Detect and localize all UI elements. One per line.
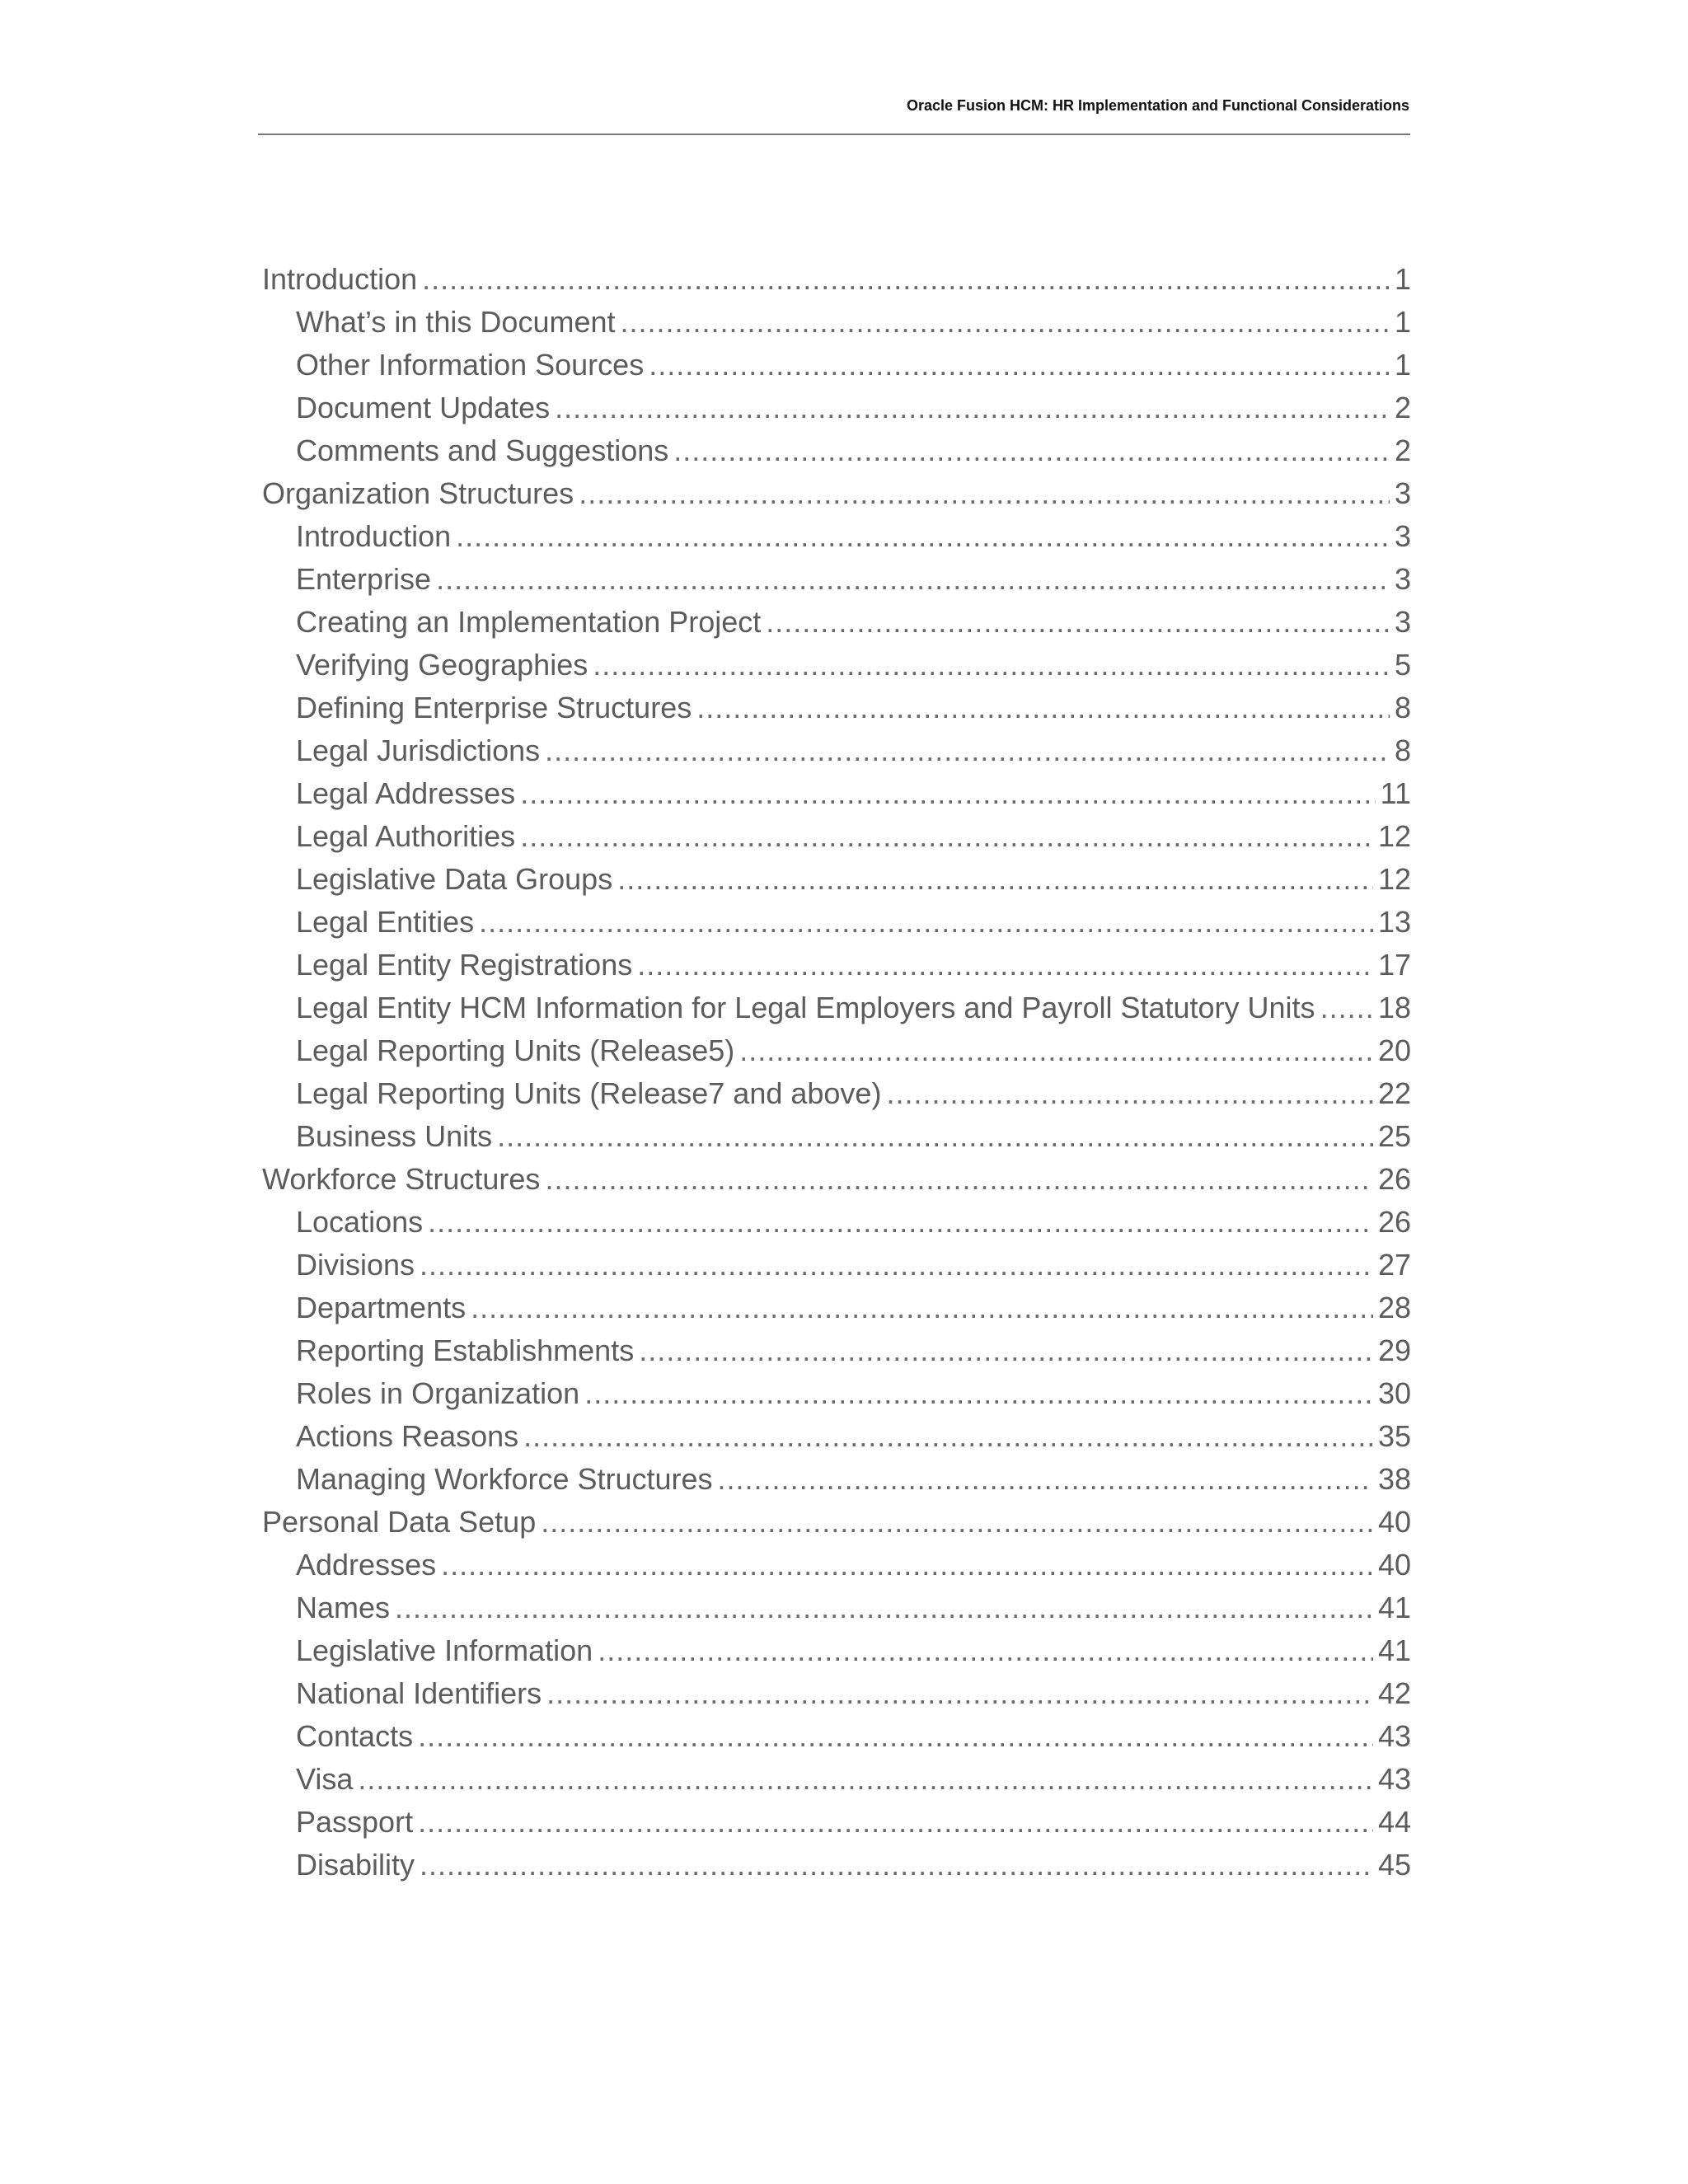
toc-page-number: 8 bbox=[1394, 733, 1411, 767]
toc-subsection-entry[interactable] bbox=[262, 1372, 1411, 1415]
toc-dot-leader bbox=[1320, 987, 1373, 1029]
toc-page-number: 22 bbox=[1377, 1076, 1411, 1110]
toc-page-number: 17 bbox=[1377, 948, 1411, 982]
toc-dot-leader bbox=[420, 1244, 1373, 1286]
toc-subsection-entry[interactable] bbox=[262, 601, 1411, 644]
toc-entry-title: Managing Workforce Structures bbox=[296, 1462, 713, 1496]
toc-subsection-entry[interactable] bbox=[262, 1629, 1411, 1672]
toc-entry-title: Creating an Implementation Project bbox=[296, 605, 762, 639]
toc-dot-leader bbox=[617, 858, 1373, 901]
toc-dot-leader bbox=[593, 644, 1390, 687]
toc-dot-leader bbox=[523, 1415, 1373, 1458]
toc-page-number: 41 bbox=[1377, 1591, 1411, 1624]
toc-dot-leader bbox=[479, 901, 1373, 944]
toc-subsection-entry[interactable] bbox=[262, 1415, 1411, 1458]
toc-entry-title: Legal Addresses bbox=[296, 776, 516, 810]
toc-dot-leader bbox=[718, 1458, 1373, 1501]
toc-subsection-entry[interactable] bbox=[262, 1201, 1411, 1244]
toc-entry-title: Legislative Data Groups bbox=[296, 862, 613, 896]
toc-subsection-entry[interactable] bbox=[262, 344, 1411, 387]
toc-dot-leader bbox=[886, 1072, 1373, 1115]
toc-dot-leader bbox=[649, 344, 1390, 387]
toc-entry-title: Legislative Information bbox=[296, 1633, 593, 1667]
toc-dot-leader bbox=[436, 558, 1390, 601]
toc-dot-leader bbox=[739, 1029, 1373, 1072]
running-header: Oracle Fusion HCM: HR Implementation and Functional Considerations bbox=[906, 97, 1409, 114]
toc-page-number: 35 bbox=[1377, 1419, 1411, 1453]
toc-dot-leader bbox=[541, 1501, 1373, 1544]
toc-page-number: 8 bbox=[1394, 691, 1411, 724]
toc-page-number: 42 bbox=[1377, 1676, 1411, 1710]
toc-subsection-entry[interactable] bbox=[262, 772, 1411, 815]
toc-dot-leader bbox=[456, 515, 1390, 558]
toc-page-number: 30 bbox=[1377, 1376, 1411, 1410]
toc-dot-leader bbox=[520, 815, 1373, 858]
toc-entry-title: Reporting Establishments bbox=[296, 1333, 635, 1367]
toc-entry-title: Enterprise bbox=[296, 562, 432, 596]
toc-subsection-entry[interactable] bbox=[262, 1672, 1411, 1715]
toc-dot-leader bbox=[395, 1586, 1373, 1629]
toc-page-number: 20 bbox=[1377, 1033, 1411, 1067]
toc-entry-title: Introduction bbox=[296, 519, 452, 553]
toc-subsection-entry[interactable] bbox=[262, 1286, 1411, 1329]
toc-dot-leader bbox=[584, 1372, 1373, 1415]
toc-page-number: 1 bbox=[1394, 348, 1411, 382]
toc-entry-title: Contacts bbox=[296, 1719, 414, 1753]
toc-page-number: 43 bbox=[1377, 1762, 1411, 1796]
toc-page-number: 5 bbox=[1394, 648, 1411, 682]
toc-entry-title: Names bbox=[296, 1591, 391, 1624]
toc-page-number: 40 bbox=[1377, 1548, 1411, 1582]
header-divider bbox=[258, 134, 1410, 135]
toc-page-number: 12 bbox=[1377, 819, 1411, 853]
toc-dot-leader bbox=[555, 387, 1390, 429]
toc-subsection-entry[interactable] bbox=[262, 1072, 1411, 1115]
toc-subsection-entry[interactable] bbox=[262, 301, 1411, 344]
toc-page-number: 3 bbox=[1394, 519, 1411, 553]
toc-page-number: 1 bbox=[1394, 262, 1411, 296]
toc-entry-title: Divisions bbox=[296, 1248, 415, 1282]
toc-subsection-entry[interactable] bbox=[262, 1801, 1411, 1844]
toc-page-number: 3 bbox=[1394, 605, 1411, 639]
toc-page-number: 26 bbox=[1377, 1205, 1411, 1239]
toc-entry-title: National Identifiers bbox=[296, 1676, 542, 1710]
toc-page-number: 18 bbox=[1377, 991, 1411, 1024]
toc-dot-leader bbox=[520, 772, 1375, 815]
toc-dot-leader bbox=[546, 1672, 1373, 1715]
toc-dot-leader bbox=[420, 1844, 1373, 1886]
toc-section-entry[interactable] bbox=[262, 1158, 1411, 1201]
toc-page-number: 12 bbox=[1377, 862, 1411, 896]
toc-dot-leader bbox=[471, 1286, 1373, 1329]
toc-page-number: 41 bbox=[1377, 1633, 1411, 1667]
table-of-contents bbox=[262, 258, 1411, 1886]
toc-entry-title: What’s in this Document bbox=[296, 305, 616, 339]
toc-dot-leader bbox=[545, 729, 1390, 772]
toc-entry-title: Addresses bbox=[296, 1548, 437, 1582]
toc-subsection-entry[interactable] bbox=[262, 858, 1411, 901]
toc-page-number: 11 bbox=[1380, 776, 1411, 810]
toc-dot-leader bbox=[766, 601, 1390, 644]
toc-entry-title: Introduction bbox=[262, 262, 418, 296]
toc-subsection-entry[interactable] bbox=[262, 901, 1411, 944]
toc-subsection-entry[interactable] bbox=[262, 687, 1411, 729]
toc-section-entry[interactable] bbox=[262, 472, 1411, 515]
toc-section-entry[interactable] bbox=[262, 258, 1411, 301]
toc-entry-title: Workforce Structures bbox=[262, 1162, 541, 1196]
toc-page-number: 13 bbox=[1377, 905, 1411, 939]
toc-dot-leader bbox=[579, 472, 1390, 515]
toc-entry-title: Verifying Geographies bbox=[296, 648, 588, 682]
toc-subsection-entry[interactable] bbox=[262, 1715, 1411, 1758]
toc-page-number: 29 bbox=[1377, 1333, 1411, 1367]
toc-entry-title: Visa bbox=[296, 1762, 354, 1796]
toc-dot-leader bbox=[497, 1115, 1373, 1158]
toc-subsection-entry[interactable] bbox=[262, 944, 1411, 987]
toc-entry-title: Legal Reporting Units (Release7 and above) bbox=[296, 1076, 882, 1110]
toc-subsection-entry[interactable] bbox=[262, 387, 1411, 429]
toc-subsection-entry[interactable] bbox=[262, 1544, 1411, 1586]
toc-entry-title: Personal Data Setup bbox=[262, 1505, 537, 1539]
toc-page-number: 40 bbox=[1377, 1505, 1411, 1539]
toc-subsection-entry[interactable] bbox=[262, 729, 1411, 772]
toc-dot-leader bbox=[639, 1329, 1373, 1372]
toc-dot-leader bbox=[428, 1201, 1373, 1244]
toc-page-number: 43 bbox=[1377, 1719, 1411, 1753]
toc-page-number: 1 bbox=[1394, 305, 1411, 339]
toc-subsection-entry[interactable] bbox=[262, 1115, 1411, 1158]
toc-dot-leader bbox=[696, 687, 1390, 729]
toc-entry-title: Actions Reasons bbox=[296, 1419, 519, 1453]
toc-entry-title: Organization Structures bbox=[262, 476, 574, 510]
toc-subsection-entry[interactable] bbox=[262, 558, 1411, 601]
toc-subsection-entry[interactable] bbox=[262, 815, 1411, 858]
toc-entry-title: Business Units bbox=[296, 1119, 493, 1153]
toc-subsection-entry[interactable] bbox=[262, 1029, 1411, 1072]
toc-page-number: 27 bbox=[1377, 1248, 1411, 1282]
toc-dot-leader bbox=[637, 944, 1373, 987]
toc-dot-leader bbox=[673, 429, 1390, 472]
toc-section-entry[interactable] bbox=[262, 1501, 1411, 1544]
toc-entry-title: Legal Jurisdictions bbox=[296, 733, 541, 767]
toc-page-number: 2 bbox=[1394, 434, 1411, 467]
toc-dot-leader bbox=[422, 258, 1390, 301]
toc-subsection-entry[interactable] bbox=[262, 644, 1411, 687]
toc-page-number: 3 bbox=[1394, 562, 1411, 596]
toc-subsection-entry[interactable] bbox=[262, 1844, 1411, 1886]
toc-dot-leader bbox=[598, 1629, 1373, 1672]
toc-dot-leader bbox=[621, 301, 1390, 344]
toc-subsection-entry[interactable] bbox=[262, 987, 1411, 1029]
toc-subsection-entry[interactable] bbox=[262, 515, 1411, 558]
toc-page-number: 25 bbox=[1377, 1119, 1411, 1153]
toc-page-number: 44 bbox=[1377, 1805, 1411, 1839]
toc-subsection-entry[interactable] bbox=[262, 1458, 1411, 1501]
toc-page-number: 26 bbox=[1377, 1162, 1411, 1196]
toc-entry-title: Defining Enterprise Structures bbox=[296, 691, 692, 724]
toc-subsection-entry[interactable] bbox=[262, 1758, 1411, 1801]
toc-entry-title: Departments bbox=[296, 1291, 467, 1324]
toc-entry-title: Legal Entity HCM Information for Legal Employers and Payroll Statutory Units bbox=[296, 991, 1315, 1024]
toc-entry-title: Legal Entities bbox=[296, 905, 475, 939]
toc-entry-title: Legal Entity Registrations bbox=[296, 948, 633, 982]
toc-entry-title: Passport bbox=[296, 1805, 414, 1839]
toc-entry-title: Legal Authorities bbox=[296, 819, 516, 853]
toc-page-number: 28 bbox=[1377, 1291, 1411, 1324]
toc-entry-title: Locations bbox=[296, 1205, 424, 1239]
toc-dot-leader bbox=[441, 1544, 1373, 1586]
toc-dot-leader bbox=[418, 1715, 1373, 1758]
toc-entry-title: Comments and Suggestions bbox=[296, 434, 669, 467]
toc-entry-title: Roles in Organization bbox=[296, 1376, 580, 1410]
toc-dot-leader bbox=[358, 1758, 1373, 1801]
toc-page-number: 3 bbox=[1394, 476, 1411, 510]
toc-page-number: 38 bbox=[1377, 1462, 1411, 1496]
toc-subsection-entry[interactable] bbox=[262, 1244, 1411, 1286]
toc-dot-leader bbox=[418, 1801, 1373, 1844]
toc-entry-title: Legal Reporting Units (Release5) bbox=[296, 1033, 735, 1067]
toc-page-number: 45 bbox=[1377, 1848, 1411, 1882]
toc-subsection-entry[interactable] bbox=[262, 1586, 1411, 1629]
toc-entry-title: Document Updates bbox=[296, 391, 551, 424]
toc-entry-title: Other Information Sources bbox=[296, 348, 645, 382]
toc-subsection-entry[interactable] bbox=[262, 1329, 1411, 1372]
toc-subsection-entry[interactable] bbox=[262, 429, 1411, 472]
toc-dot-leader bbox=[545, 1158, 1373, 1201]
toc-page-number: 2 bbox=[1394, 391, 1411, 424]
toc-entry-title: Disability bbox=[296, 1848, 415, 1882]
